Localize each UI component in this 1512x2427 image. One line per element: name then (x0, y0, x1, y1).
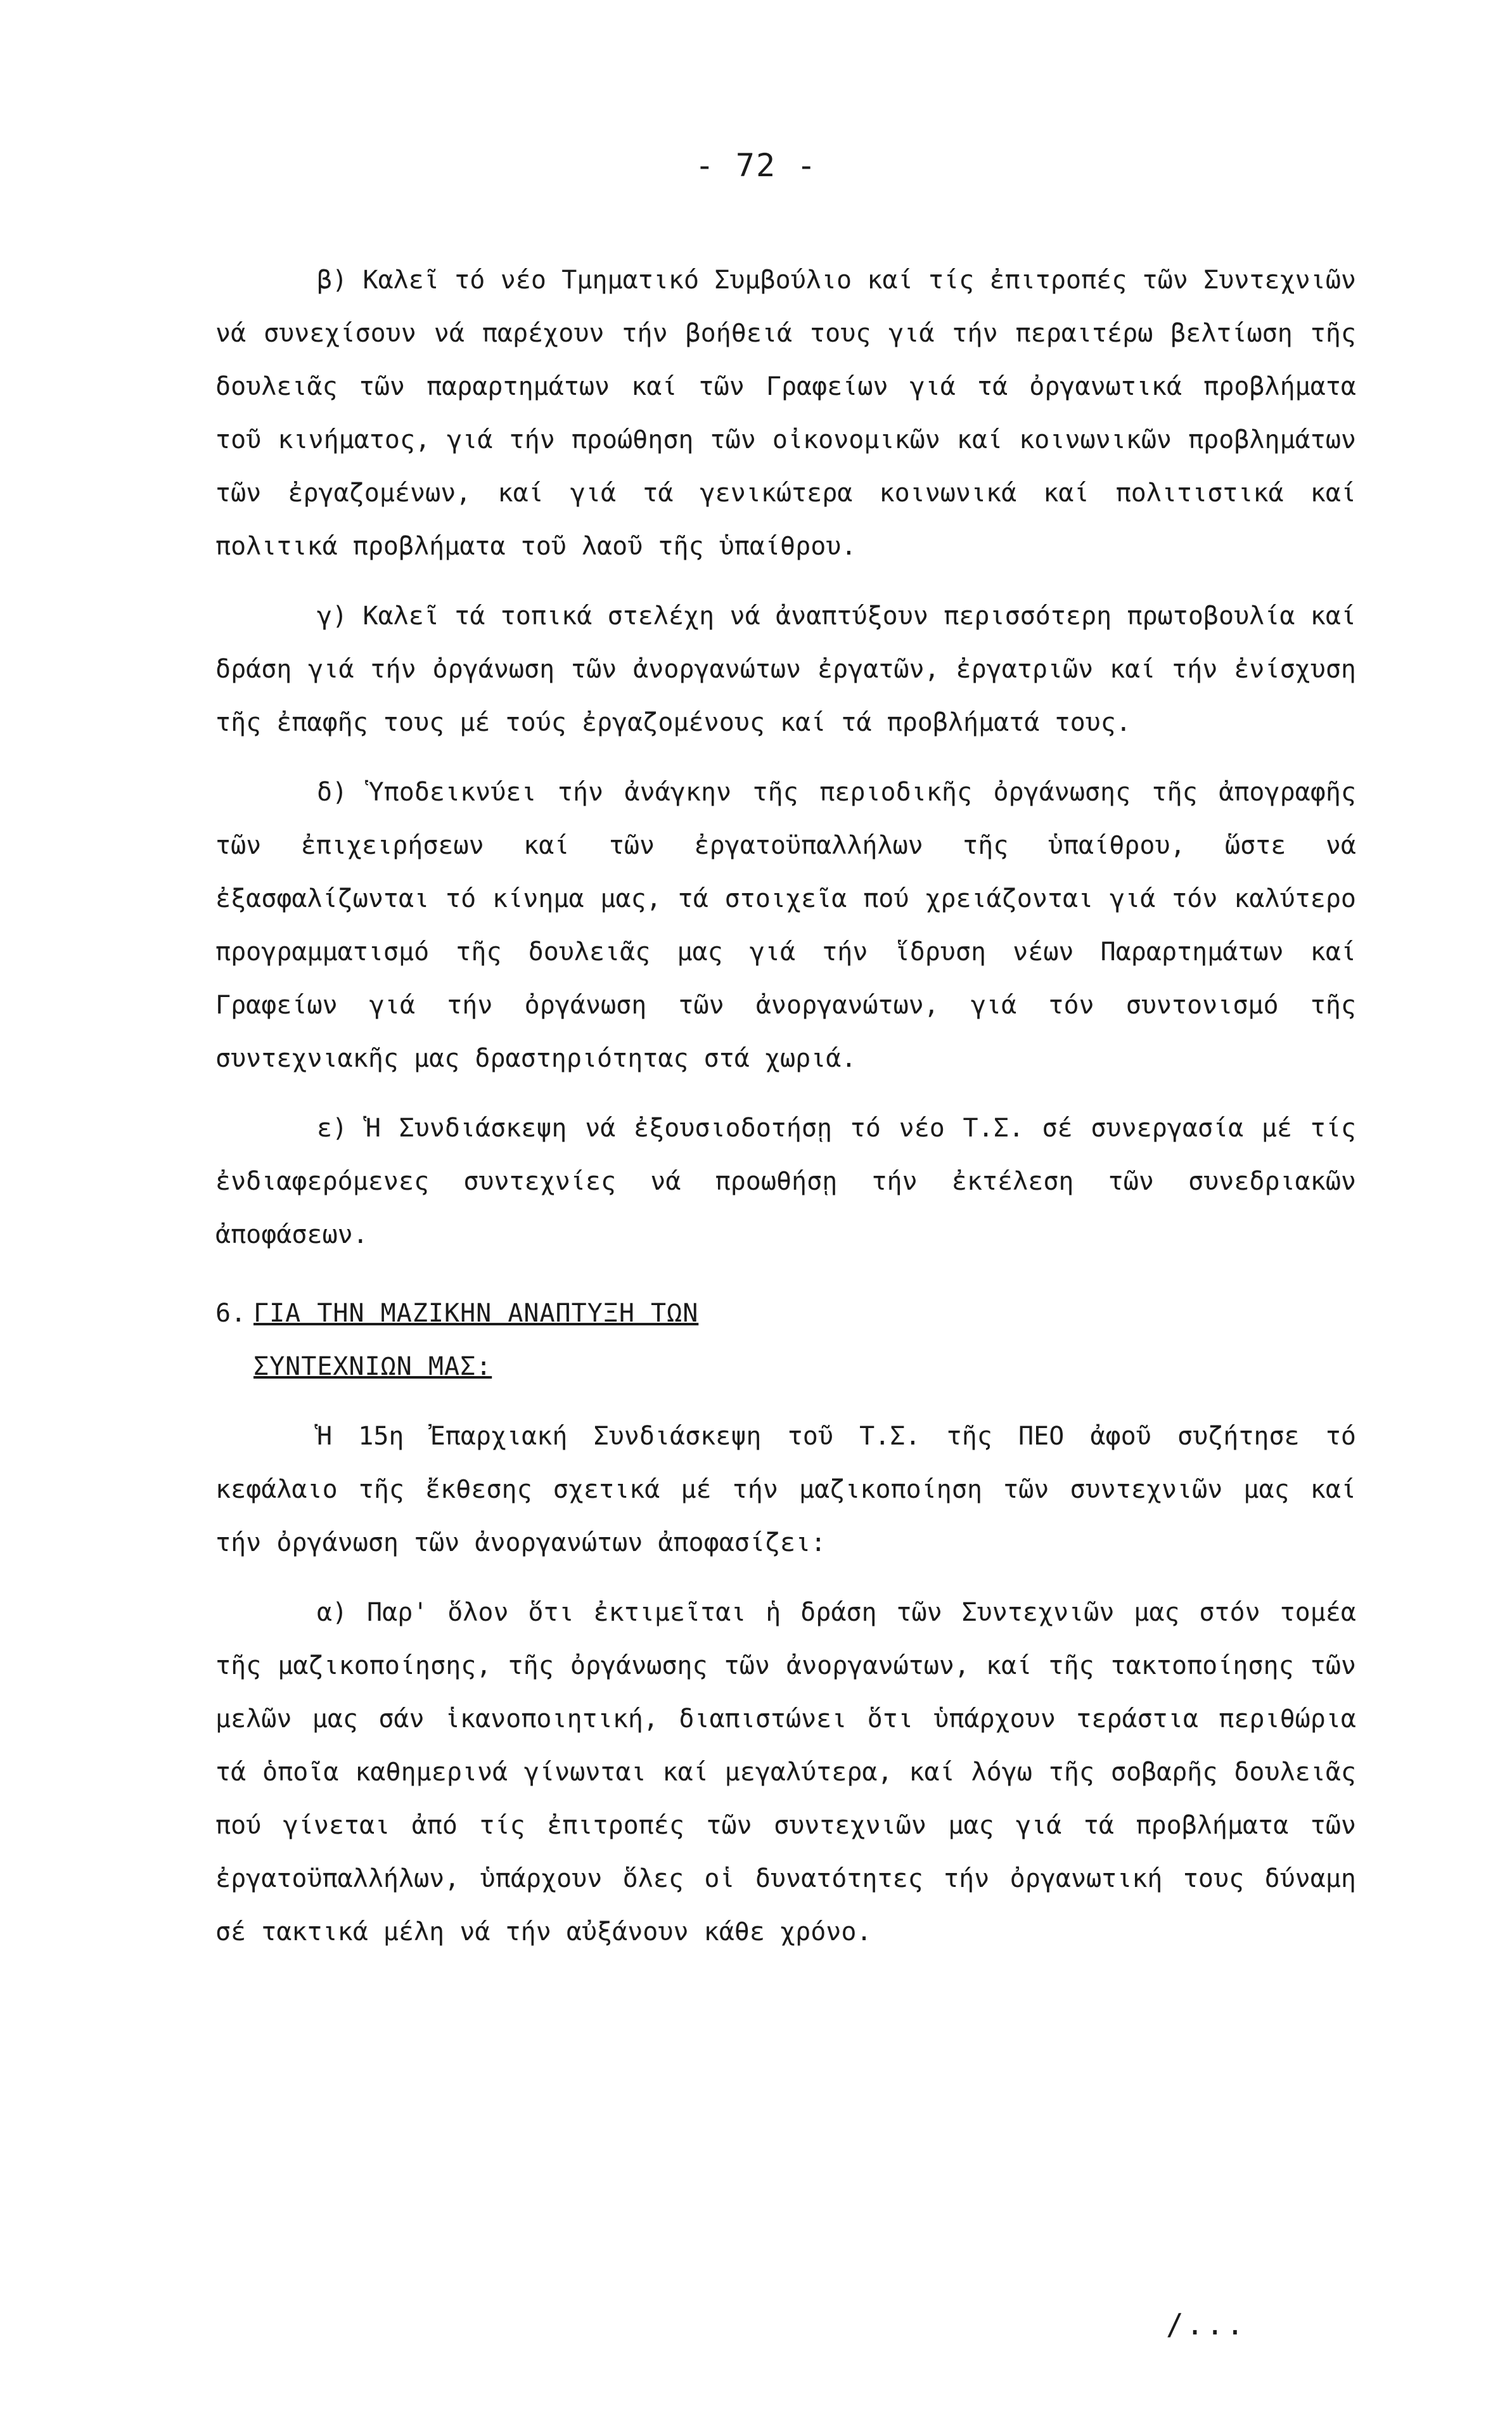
paragraph-b: β) Καλεῖ τό νέο Τμηματικό Συμβούλιο καί τίς ἐπιτροπές τῶν Συντεχνιῶν νά συνεχίσουν νά παρέχουν τήν βοήθειά τους γιά τήν περαιτέρω βελτίωση τῆς δουλειᾶς τῶν παραρτημάτων καί τῶν Γραφείων γιά τά ὀργανωτικά προβλήματα τοῦ κινήματος, γιά τήν προώθηση τῶν οἰκονομικῶν καί κοινωνικῶν προβλημάτων τῶν ἐργαζομένων, καί γιά τά γενικώτερα κοινωνικά καί πολιτιστικά καί πολιτικά προβλήματα τοῦ λαοῦ τῆς ὑπαίθρου. (215, 266, 1356, 561)
section-number: 6. (215, 1299, 247, 1328)
continuation-mark: /... (1166, 2307, 1246, 2341)
paragraph-e: ε) Ἡ Συνδιάσκεψη νά ἐξουσιοδοτήσῃ τό νέο Τ.Σ. σέ συνεργασία μέ τίς ἐνδιαφερόμενες συντεχνίες νά προωθήσῃ τήν ἐκτέλεση τῶν συνεδριακῶν ἀποφάσεων. (215, 1114, 1356, 1249)
paragraph-a: α) Παρ' ὅλον ὅτι ἐκτιμεῖται ἡ δράση τῶν Συντεχνιῶν μας στόν τομέα τῆς μαζικοποίησης, τῆς ὀργάνωσης τῶν ἀνοργανώτων, καί τῆς τακτοποίησης τῶν μελῶν μας σάν ἱκανοποιητική, διαπιστώνει ὅτι ὑπάρχουν τεράστια περιθώρια τά ὁποῖα καθημερινά γίνωνται καί μεγαλύτερα, καί λόγω τῆς σοβαρῆς δουλειᾶς πού γίνεται ἀπό τίς ἐπιτροπές τῶν συντεχνιῶν μας γιά τά προβλήματα τῶν ἐργατοϋπαλλήλων, ὑπάρχουν ὅλες οἱ δυνατότητες τήν ὀργανωτική τους δύναμη σέ τακτικά μέλη νά τήν αὐξάνουν κάθε χρόνο. (215, 1598, 1356, 1947)
section-title-line2: ΣΥΝΤΕΧΝΙΩΝ ΜΑΣ: (253, 1352, 492, 1381)
page-number: - 72 - (695, 147, 817, 184)
section-title-line1: ΓΙΑ ΤΗΝ ΜΑΖΙΚΗΝ ΑΝΑΠΤΥΞΗ ΤΩΝ (253, 1299, 699, 1328)
document-body (215, 254, 1356, 1959)
section-heading (215, 1287, 1356, 1393)
paragraph-d: δ) Ὑποδεικνύει τήν ἀνάγκην τῆς περιοδικῆς ὀργάνωσης τῆς ἀπογραφῆς τῶν ἐπιχειρήσεων καί τῶν ἐργατοϋπαλλήλων τῆς ὑπαίθρου, ὥστε νά ἐξασφαλίζωνται τό κίνημα μας, τά στοιχεῖα πού χρειάζονται γιά τόν καλύτερο προγραμματισμό τῆς δουλειᾶς μας γιά τήν ἵδρυση νέων Παραρτημάτων καί Γραφείων γιά τήν ὀργάνωση τῶν ἀνοργανώτων, γιά τόν συντονισμό τῆς συντεχνιακῆς μας δραστηριότητας στά χωριά. (215, 778, 1356, 1073)
paragraph-g: γ) Καλεῖ τά τοπικά στελέχη νά ἀναπτύξουν περισσότερη πρωτοβουλία καί δράση γιά τήν ὀργάνωση τῶν ἀνοργανώτων ἐργατῶν, ἐργατριῶν καί τήν ἐνίσχυση τῆς ἐπαφῆς τους μέ τούς ἐργαζομένους καί τά προβλήματά τους. (215, 602, 1356, 737)
paragraph-intro: Ἡ 15η Ἐπαρχιακή Συνδιάσκεψη τοῦ Τ.Σ. τῆς ΠΕΟ ἀφοῦ συζήτησε τό κεφάλαιο τῆς ἔκθεσης σχετικά μέ τήν μαζικοποίηση τῶν συντεχνιῶν μας καί τήν ὀργάνωση τῶν ἀνοργανώτων ἀποφασίζει: (215, 1422, 1356, 1557)
